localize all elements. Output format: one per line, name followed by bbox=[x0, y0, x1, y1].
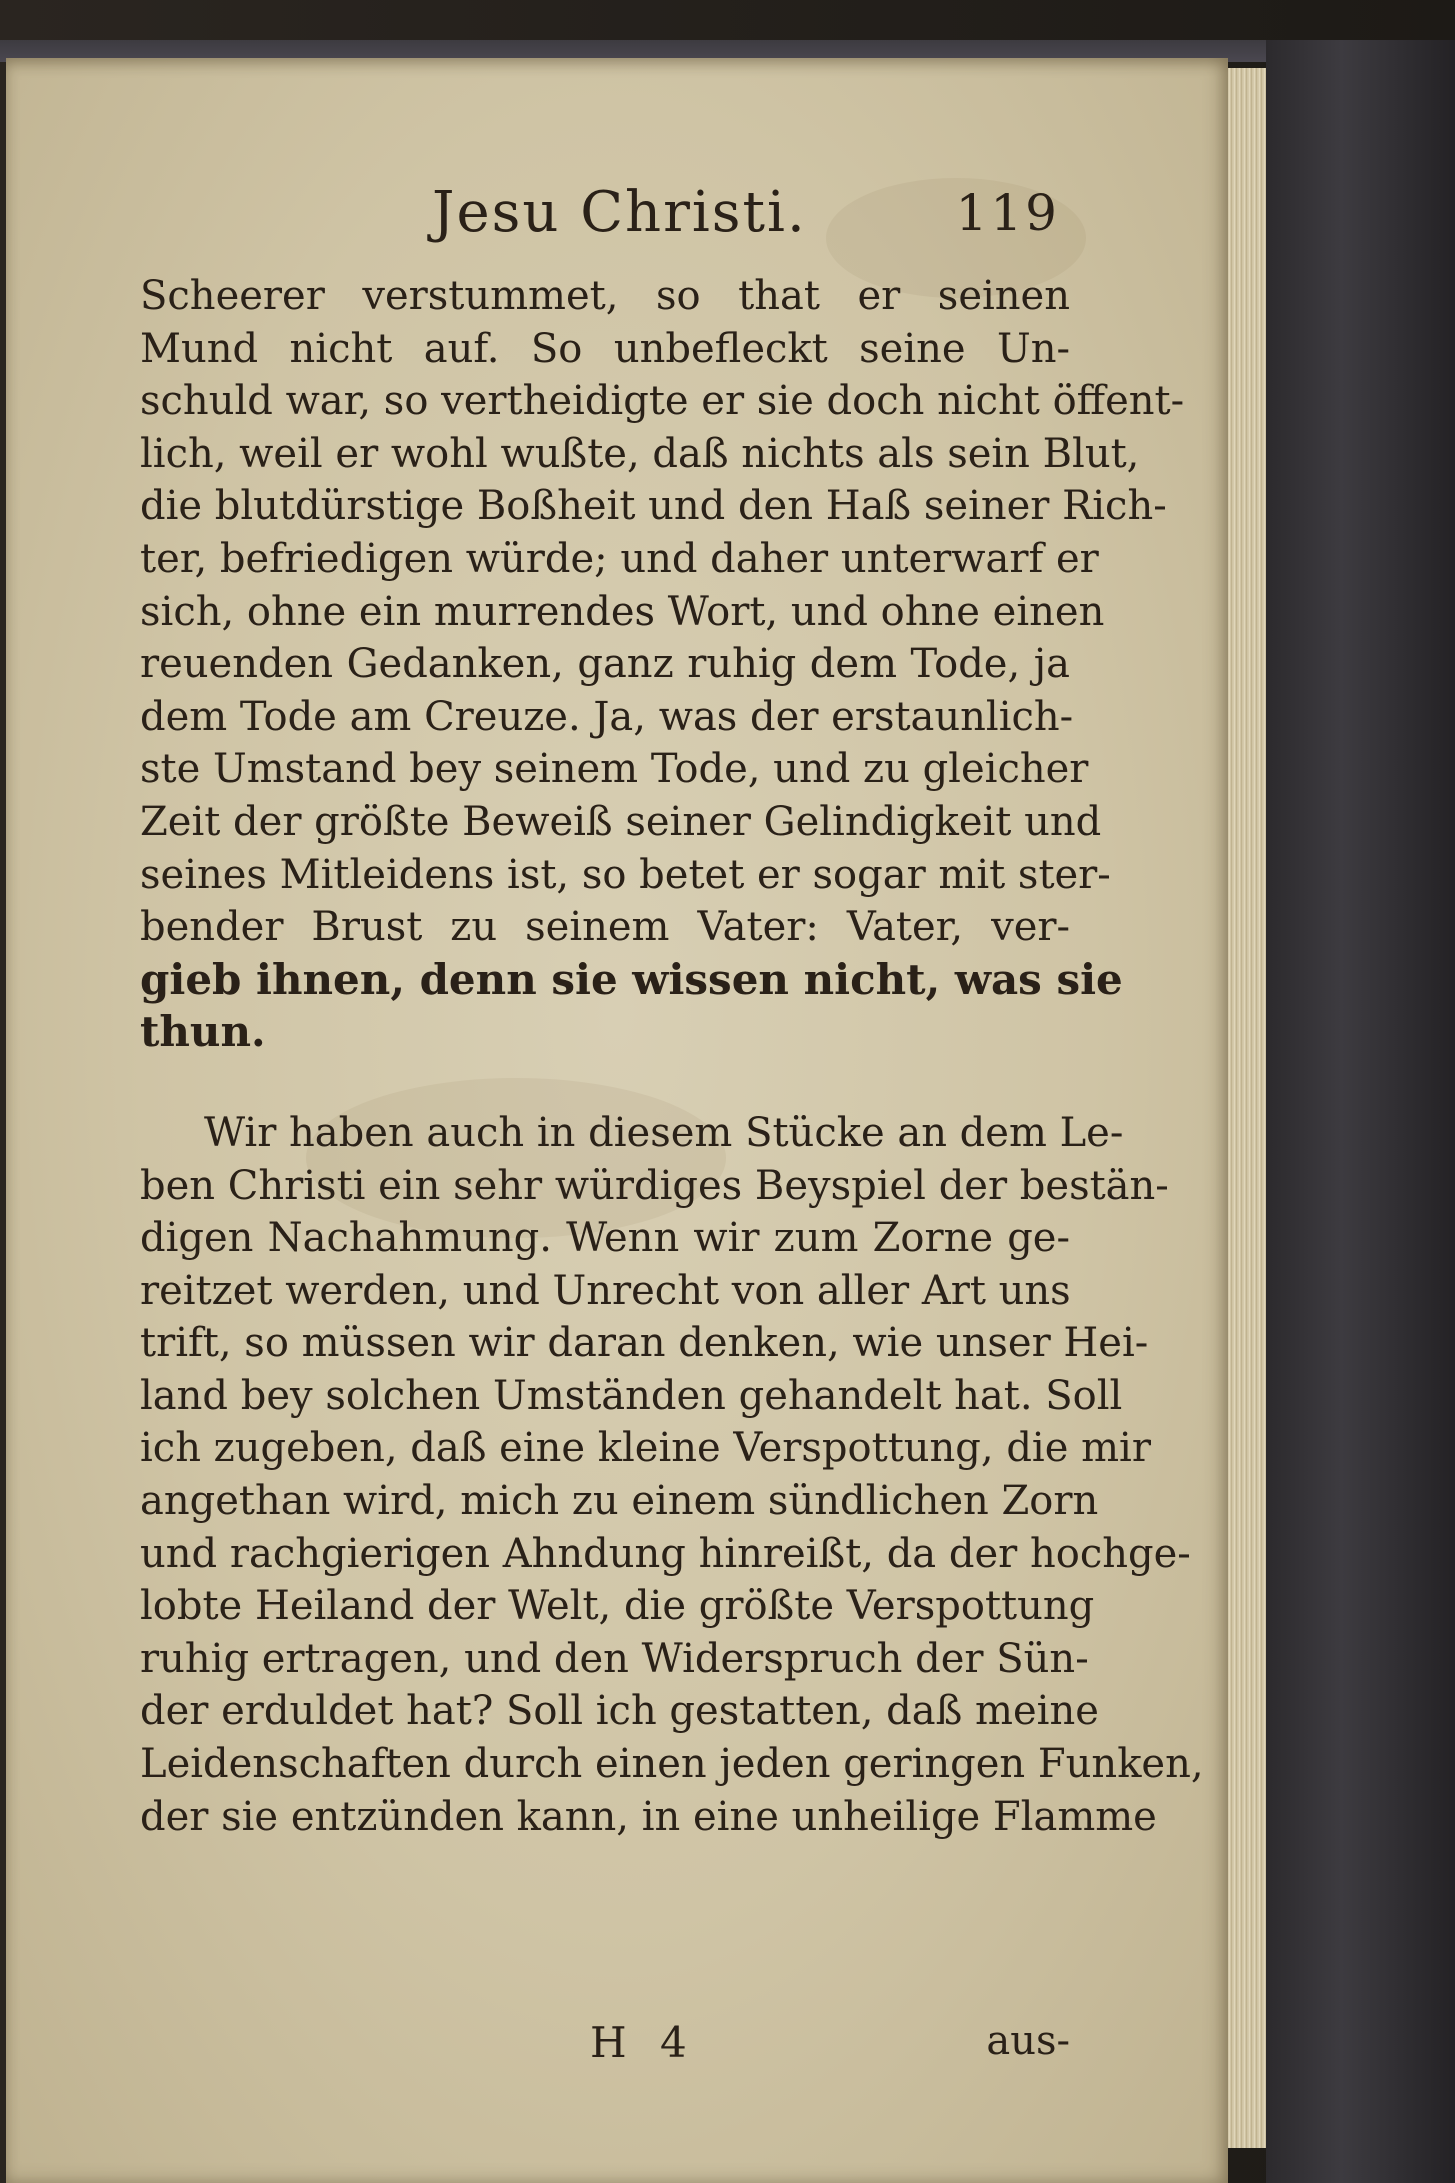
text-line: die blutdürstige Boßheit und den Haß seiner Rich- bbox=[140, 483, 1167, 530]
body-text bbox=[140, 270, 1204, 1843]
text-line: Scheerer verstummet, so that er seinen bbox=[140, 273, 1070, 319]
text-line: und rachgierigen Ahndung hinreißt, da der hochge- bbox=[140, 1530, 1191, 1577]
text-line: bender Brust zu seinem Vater: Vater, ver- bbox=[140, 904, 1070, 951]
page-edges bbox=[1228, 68, 1266, 2148]
text-line: reuenden Gedanken, ganz ruhig dem Tode, ja bbox=[140, 641, 1070, 688]
text-line: der sie entzünden kann, in eine unheilige Flamme bbox=[140, 1793, 1157, 1840]
text-line: digen Nachahmung. Wenn wir zum Zorne ge- bbox=[140, 1215, 1070, 1262]
text-line: thun. bbox=[140, 1007, 266, 1057]
paragraph-2 bbox=[140, 1107, 1204, 1843]
text-line: ruhig ertragen, und den Widerspruch der Sün- bbox=[140, 1635, 1089, 1682]
book-cover bbox=[1266, 40, 1455, 2183]
text-line: ste Umstand bey seinem Tode, und zu gleicher bbox=[140, 746, 1089, 793]
text-line: dem Tode am Creuze. Ja, was der erstaunlich- bbox=[140, 693, 1074, 740]
paragraph-1 bbox=[140, 270, 1185, 1059]
text-line: Leidenschaften durch einen jeden geringen Funken, bbox=[140, 1741, 1204, 1788]
text-line: seines Mitleidens ist, so betet er sogar mit ster- bbox=[140, 851, 1111, 898]
signature-mark: H 4 bbox=[590, 2018, 697, 2067]
text-line: reitzet werden, und Unrecht von aller Art uns bbox=[140, 1267, 1071, 1314]
text-line: ich zugeben, daß eine kleine Verspottung, die mir bbox=[140, 1425, 1151, 1472]
text-line: Zeit der größte Beweiß seiner Gelindigkeit und bbox=[140, 798, 1102, 845]
text-line: der erduldet hat? Soll ich gestatten, daß meine bbox=[140, 1688, 1099, 1735]
text-line: lobte Heiland der Welt, die größte Verspottung bbox=[140, 1583, 1095, 1630]
page-number: 119 bbox=[955, 184, 1060, 242]
paragraph-gap bbox=[140, 1059, 1070, 1107]
text-line: ben Christi ein sehr würdiges Beyspiel der bestän- bbox=[140, 1162, 1169, 1209]
text-line: Mund nicht auf. So unbefleckt seine Un- bbox=[140, 325, 1070, 372]
text-line: sich, ohne ein murrendes Wort, und ohne einen bbox=[140, 588, 1105, 635]
text-line: lich, weil er wohl wußte, daß nichts als sein Blut, bbox=[140, 430, 1140, 477]
text-line: angethan wird, mich zu einem sündlichen Zorn bbox=[140, 1478, 1099, 1525]
text-line: schuld war, so vertheidigte er sie doch nicht öffent- bbox=[140, 378, 1185, 425]
text-line: trift, so müssen wir daran denken, wie unser Hei- bbox=[140, 1320, 1149, 1367]
page-footer bbox=[140, 2018, 1070, 2078]
catchword: aus- bbox=[986, 2018, 1070, 2064]
text-line: gieb ihnen, denn sie wissen nicht, was sie bbox=[140, 954, 1123, 1004]
text-line: ter, befriedigen würde; und daher unterwarf er bbox=[140, 535, 1099, 582]
text-line: land bey solchen Umständen gehandelt hat. Soll bbox=[140, 1372, 1123, 1419]
page-header bbox=[140, 180, 1080, 250]
running-head: Jesu Christi. bbox=[432, 180, 807, 245]
text-line: Wir haben auch in diesem Stücke an dem Le- bbox=[204, 1109, 1124, 1156]
